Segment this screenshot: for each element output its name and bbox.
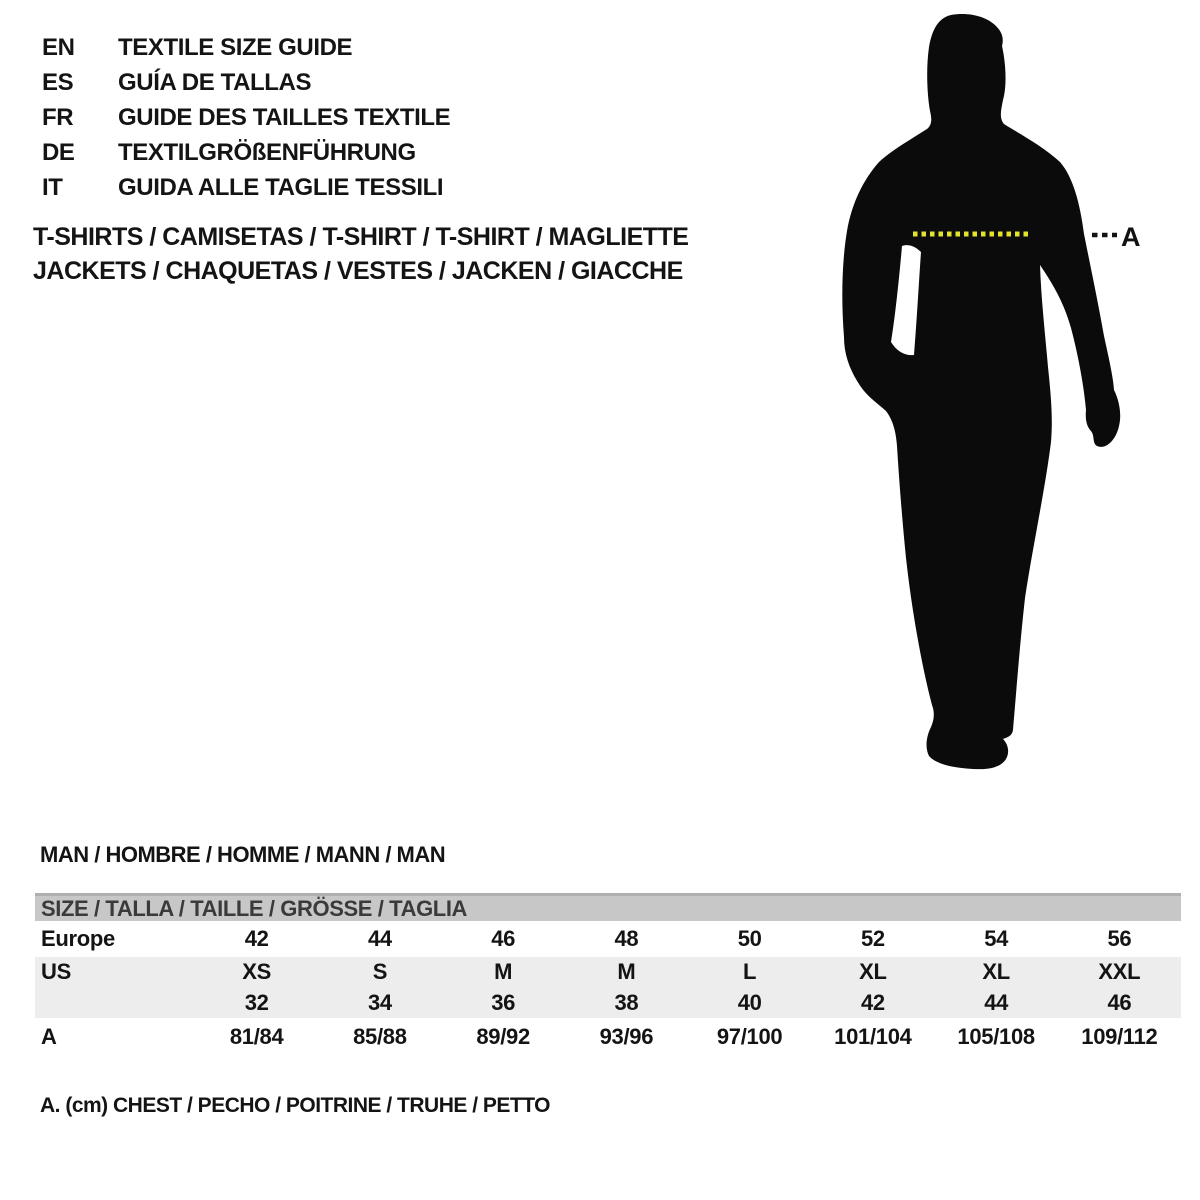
size-value: 50 [737,926,762,951]
size-value: 36 [491,989,516,1015]
size-value: 34 [367,989,392,1015]
language-guide-title: GUÍA DE TALLAS [118,68,312,96]
size-value: XL [982,959,1010,984]
size-value: 40 [737,989,762,1015]
language-code: DE [42,138,75,166]
row-label: Europe [41,926,115,951]
size-table [35,893,1181,1056]
size-value: 97/100 [716,1024,783,1049]
size-value: 38 [614,989,639,1015]
size-value: S [372,959,388,984]
footnote-chest-measure: A. (cm) CHEST / PECHO / POITRINE / TRUHE / PETTO [40,1094,551,1117]
size-value: 46 [491,926,516,951]
size-value: 46 [1107,989,1132,1015]
size-value: M [617,959,636,984]
language-guide-title: GUIDE DES TAILLES TEXTILE [118,103,451,131]
size-value: 109/112 [1081,1024,1158,1049]
size-value: 32 [244,989,269,1015]
size-table-row-a [35,1018,1181,1056]
size-value: 44 [367,926,392,951]
size-value: L [743,959,757,984]
size-table-row-numeric [35,987,1181,1018]
size-value: 56 [1107,926,1132,951]
size-table-row-us [35,957,1181,987]
language-guide-title: GUIDA ALLE TAGLIE TESSILI [118,173,444,201]
size-value: 85/88 [353,1024,407,1049]
language-code: FR [42,103,74,131]
category-line-tshirts: T-SHIRTS / CAMISETAS / T-SHIRT / T-SHIRT / MAGLIETTE [33,223,689,251]
row-label: A [41,1024,57,1049]
language-guide-title: TEXTILGRÖßENFÜHRUNG [118,138,416,166]
size-value: XL [859,959,887,984]
category-line-jackets: JACKETS / CHAQUETAS / VESTES / JACKEN / GIACCHE [33,257,683,285]
size-value: 101/104 [834,1024,912,1049]
size-value: 52 [860,926,885,951]
language-code: ES [42,68,74,96]
language-code: IT [42,173,63,201]
size-value: 42 [860,989,885,1015]
row-label: US [41,959,71,984]
measurement-a-label: A [1121,222,1141,252]
man-silhouette [842,14,1120,769]
size-value: M [494,959,513,984]
size-value: 89/92 [476,1024,530,1049]
size-table-body [35,921,1181,1056]
size-value: XS [242,959,271,984]
size-table-row-europe [35,921,1181,957]
section-title-man: MAN / HOMBRE / HOMME / MANN / MAN [40,842,446,867]
language-code: EN [42,33,75,61]
language-guide-title: TEXTILE SIZE GUIDE [118,33,353,61]
size-value: 105/108 [957,1024,1035,1049]
size-value: 93/96 [599,1024,654,1049]
size-value: 81/84 [229,1024,284,1049]
size-table-header: SIZE / TALLA / TAILLE / GRÖSSE / TAGLIA [35,893,1181,921]
size-value: 54 [984,926,1009,951]
size-value: XXL [1098,959,1141,984]
size-value: 48 [614,926,639,951]
size-value: 44 [984,989,1009,1015]
size-value: 42 [244,926,269,951]
